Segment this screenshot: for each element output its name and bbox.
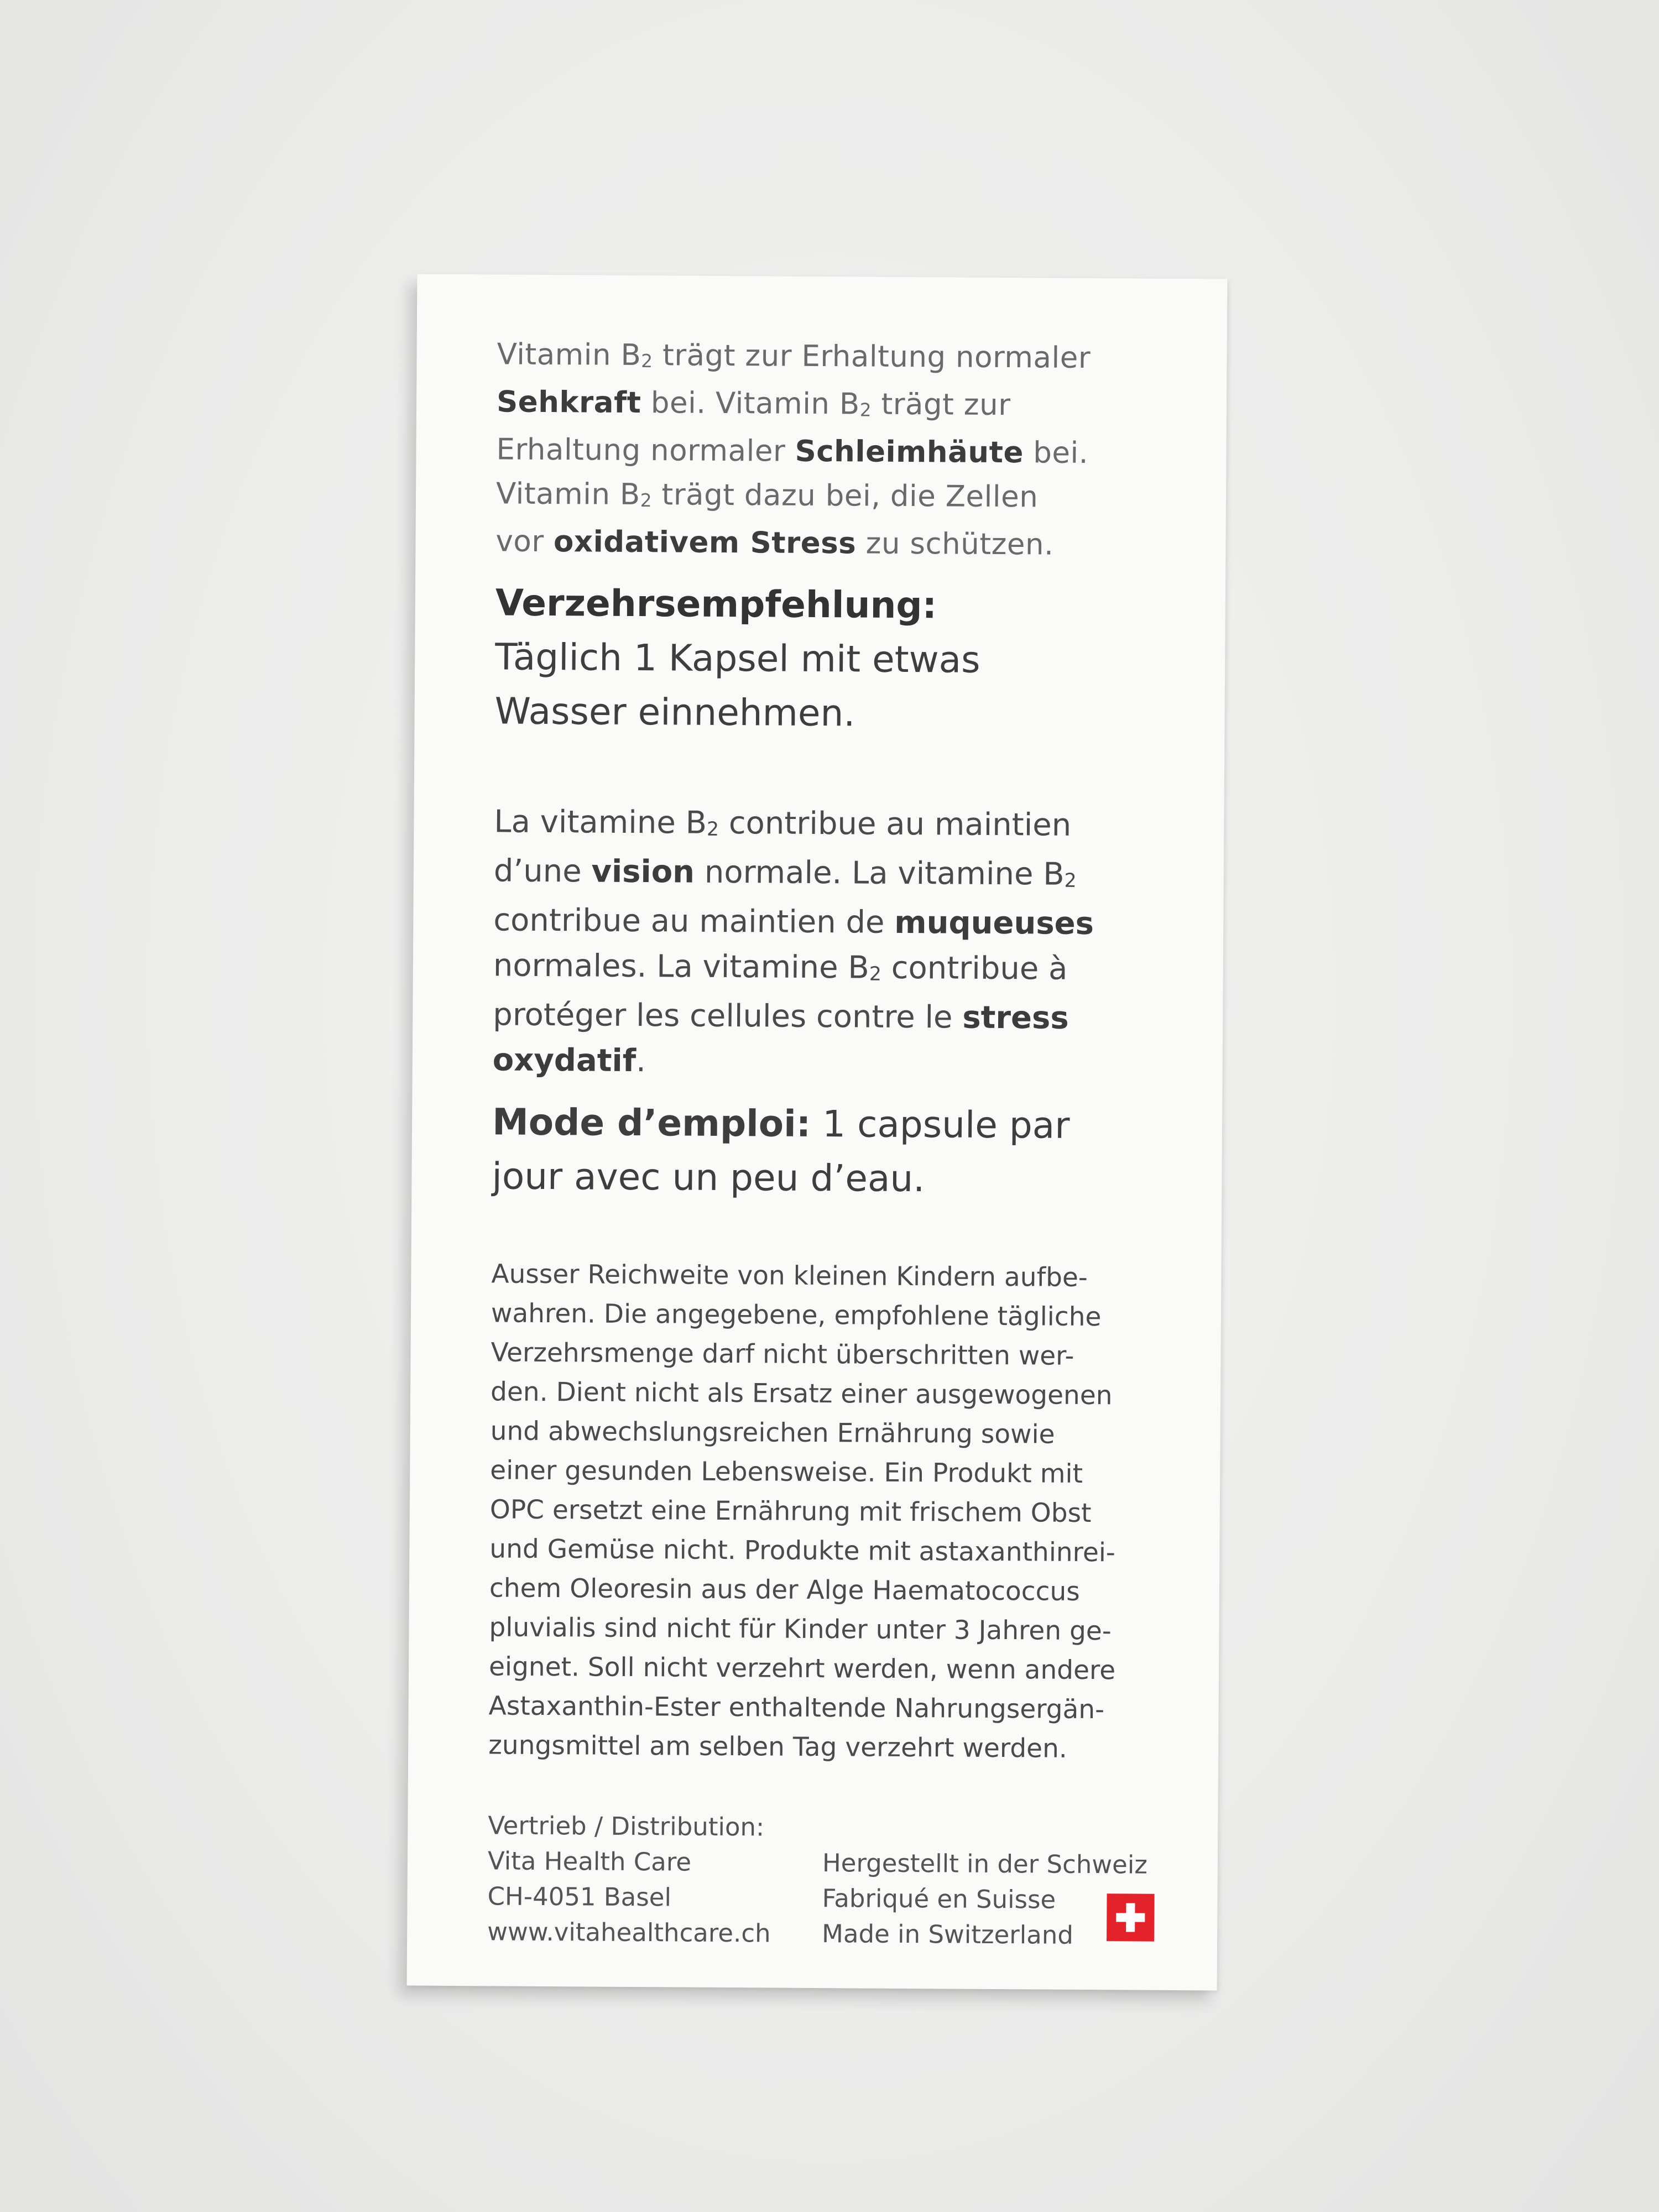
leaflet-content <box>487 332 1172 1955</box>
origin-french: Fabriqué en Suisse <box>822 1884 1056 1914</box>
fr-claim-line-2: d’une vision normale. La vitamine B2 <box>493 853 1077 893</box>
french-dosage-line-1: Mode d’emploi: 1 capsule par <box>492 1100 1070 1147</box>
de-claim-line-4: Vitamin B2 trägt dazu bei, die Zellen <box>495 477 1039 514</box>
warning-line: zungsmittel am selben Tag verzehrt werden. <box>488 1730 1067 1764</box>
keyword-muqueuses: muqueuses <box>894 904 1094 942</box>
warning-line: einer gesunden Lebensweise. Ein Produkt mit <box>490 1455 1083 1489</box>
de-claim-line-2: Sehkraft bei. Vitamin B2 trägt zur <box>496 385 1011 422</box>
keyword-sehkraft: Sehkraft <box>496 385 641 420</box>
distribution-label: Vertrieb / Distribution: <box>488 1811 765 1842</box>
warning-line: chem Oleoresin aus der Alge Haematococcus <box>489 1573 1080 1607</box>
keyword-oxidativem-stress: oxidativem Stress <box>553 525 857 561</box>
keyword-stress: stress <box>962 999 1069 1036</box>
distribution-website: www.vitahealthcare.ch <box>487 1917 771 1948</box>
flag-cross-vertical <box>1126 1903 1135 1932</box>
swiss-flag-icon <box>1107 1893 1155 1942</box>
german-dosage-line-2: Wasser einnehmen. <box>494 690 855 735</box>
supplement-leaflet <box>407 274 1228 1991</box>
distribution-block <box>487 1808 771 1951</box>
warning-line: und abwechslungsreichen Ernährung sowie <box>490 1416 1055 1450</box>
warning-line: Verzehrsmenge darf nicht überschritten wer- <box>491 1337 1074 1371</box>
warning-text <box>488 1254 1166 1768</box>
french-dosage-heading: Mode d’emploi: <box>492 1100 811 1145</box>
fr-claim-line-1: La vitamine B2 contribue au maintien <box>494 804 1072 843</box>
warning-line: den. Dient nicht als Ersatz einer ausgewogenen <box>490 1376 1113 1411</box>
fr-claim-line-5: protéger les cellules contre le stress <box>493 997 1069 1036</box>
origin-block <box>822 1845 1147 1954</box>
de-claim-line-3: Erhaltung normaler Schleimhäute bei. <box>496 432 1089 470</box>
leaflet-footer <box>487 1808 1163 1955</box>
warning-line: OPC ersetzt eine Ernährung mit frischem Obst <box>489 1494 1092 1529</box>
german-dosage-heading: Verzehrsempfehlung: <box>495 581 937 627</box>
origin-english: Made in Switzerland <box>821 1919 1074 1950</box>
de-claim-line-5: vor oxidativem Stress zu schützen. <box>495 524 1054 562</box>
fr-claim-line-3: contribue au maintien de muqueuses <box>493 902 1094 942</box>
warning-line: pluvialis sind nicht für Kinder unter 3 Jahren ge- <box>489 1612 1112 1647</box>
french-dosage <box>492 1095 1167 1207</box>
warning-line: wahren. Die angegebene, empfohlene tägliche <box>491 1298 1102 1333</box>
french-health-claims <box>493 799 1169 1087</box>
distribution-address: CH-4051 Basel <box>487 1881 672 1912</box>
warning-line: und Gemüse nicht. Produkte mit astaxanthinrei- <box>489 1533 1116 1568</box>
keyword-oxydatif: oxydatif <box>492 1042 637 1079</box>
distribution-company: Vita Health Care <box>487 1846 692 1877</box>
fr-claim-line-6: oxydatif. <box>492 1042 646 1079</box>
keyword-vision: vision <box>591 853 695 890</box>
german-dosage-line-1: Täglich 1 Kapsel mit etwas <box>495 635 980 681</box>
warning-line: Ausser Reichweite von kleinen Kindern aufbe- <box>491 1259 1088 1293</box>
german-health-claims <box>495 332 1172 567</box>
german-dosage <box>494 576 1170 742</box>
fr-claim-line-4: normales. La vitamine B2 contribue à <box>493 947 1068 987</box>
keyword-schleimhaeute: Schleimhäute <box>795 434 1024 470</box>
de-claim-line-1: Vitamin B2 trägt zur Erhaltung normaler <box>497 337 1091 375</box>
warning-line: eignet. Soll nicht verzehrt werden, wenn andere <box>488 1651 1116 1686</box>
origin-german: Hergestellt in der Schweiz <box>822 1848 1148 1880</box>
french-dosage-line-2: jour avec un peu d’eau. <box>492 1155 925 1201</box>
warning-line: Astaxanthin-Ester enthaltende Nahrungsergän- <box>488 1691 1105 1725</box>
